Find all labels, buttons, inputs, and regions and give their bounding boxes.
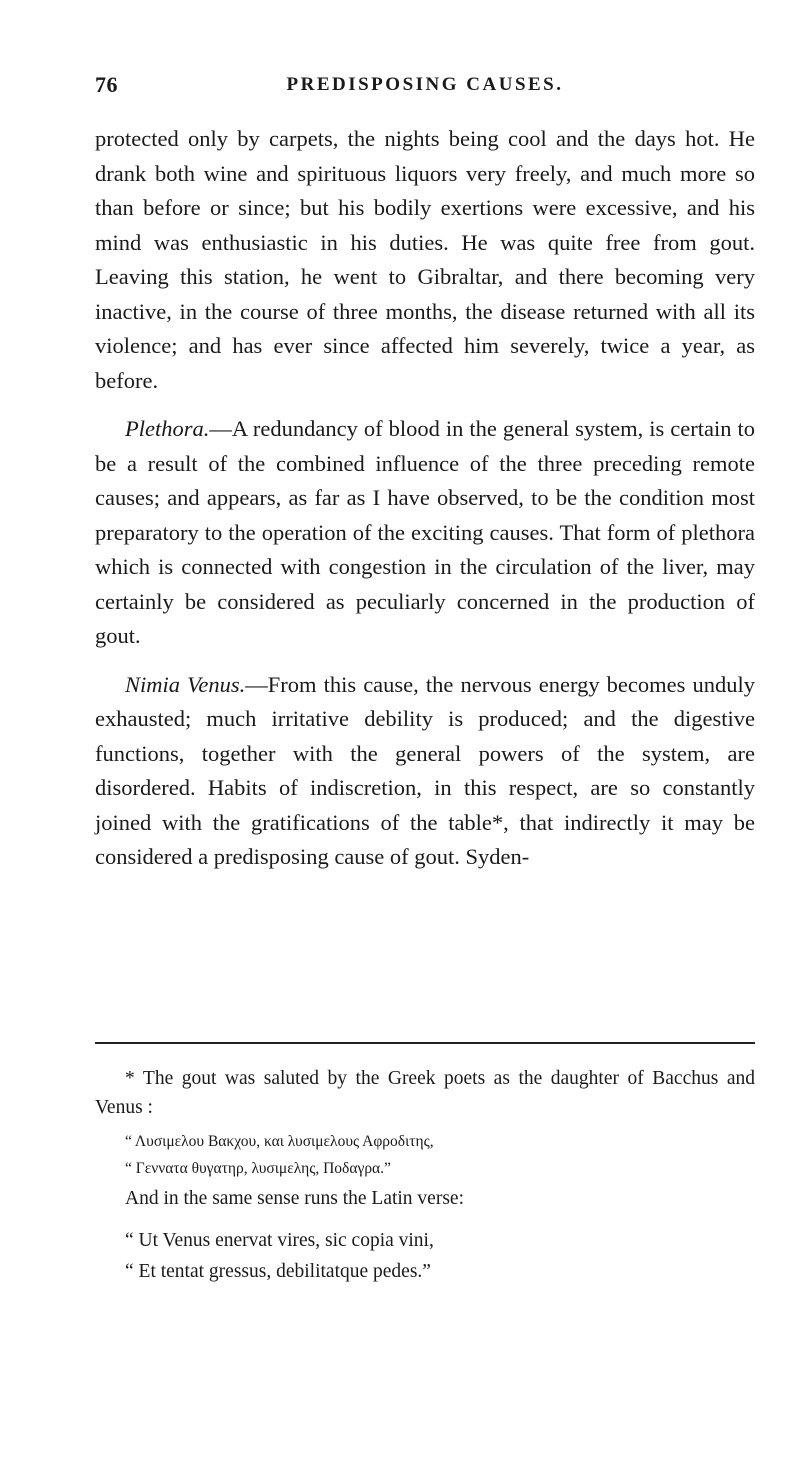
greek-verse-line: “ Γεννατα θυγατηρ, λυσιμελης, Ποδαγρα.” bbox=[125, 1160, 391, 1177]
paragraph-plethora-text: —A redundancy of blood in the general system, is certain to be a result of the combined influence of the three preceding remote causes; and appears, as far as I have observed, to be the condition most preparatory to the operation of the exciting causes. That form of plethora which is connected with congestion in the circulation of the liver, may certainly be considered as peculiarly concerned in the production of gout. bbox=[95, 416, 755, 648]
greek-verse-line: “ Λυσιμελου Βακχου, και λυσιμελους Αφροδιτης, bbox=[125, 1133, 434, 1150]
main-text bbox=[95, 122, 755, 875]
footnote-divider bbox=[95, 1042, 755, 1044]
latin-intro: And in the same sense runs the Latin verse: bbox=[125, 1188, 464, 1209]
latin-verse-line: “ Et tentat gressus, debilitatque pedes.” bbox=[125, 1261, 431, 1282]
greek-verse bbox=[95, 1128, 755, 1182]
paragraph-nimia-venus bbox=[95, 668, 755, 875]
latin-verse-line: “ Ut Venus enervat vires, sic copia vini, bbox=[125, 1230, 434, 1251]
section-heading-plethora: Plethora. bbox=[125, 416, 210, 441]
section-heading-nimia-venus: Nimia Venus. bbox=[125, 671, 246, 697]
paragraph-plethora bbox=[95, 412, 755, 654]
page-header bbox=[95, 72, 755, 108]
paragraph-continuation: protected only by carpets, the nights being cool and the days hot. He drank both wine and spirituous liquors very freely, and much more so than before or since; but his bodily exertions were excessive, and his mind was enthusiastic in his duties. He was quite free from gout. Leaving this station, he went to Gibraltar, and there becoming very inactive, in the course of three months, the disease returned with all its violence; and has ever since affected him severely, twice a year, as before. bbox=[95, 126, 755, 393]
page-number: 76 bbox=[95, 72, 118, 97]
footnote-intro: * The gout was saluted by the Greek poets as the daughter of Bacchus and Venus : bbox=[95, 1068, 755, 1118]
footnote bbox=[95, 1064, 755, 1287]
running-head: PREDISPOSING CAUSES. bbox=[286, 74, 564, 95]
latin-verse bbox=[95, 1225, 755, 1287]
paragraph-nimia-venus-text: —From this cause, the nervous energy becomes unduly exhausted; much irritative debility is produced; and the digestive functions, together with the general powers of the system, are disordered. Habits of indiscretion, in this respect, are so constantly joined with the gratifications of the table*, that indirectly it may be considered a predisposing cause of gout. Syden- bbox=[95, 671, 755, 869]
